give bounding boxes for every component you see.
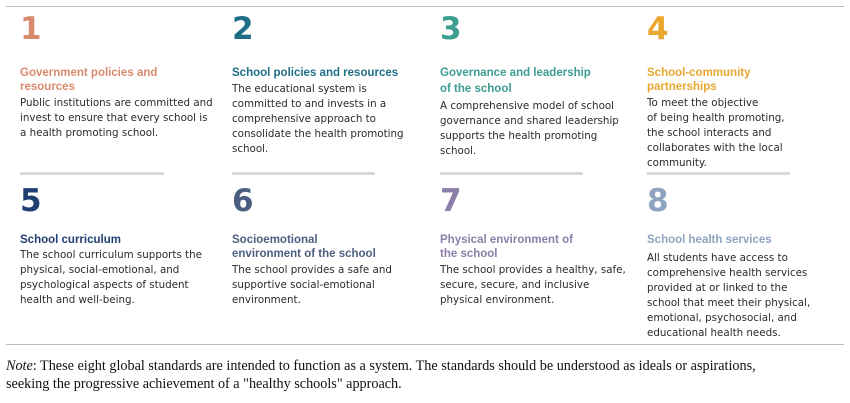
standard-title-line: School curriculum	[20, 234, 121, 246]
standard-body-line: The school provides a healthy, safe,	[440, 264, 626, 276]
standard-body-line: invest to ensure that every school is	[20, 112, 208, 124]
standard-body-line: a health promoting school.	[20, 127, 159, 139]
standard-body-line: The educational system is	[232, 83, 367, 95]
standard-number: 7	[440, 183, 462, 219]
standard-body-line: community.	[647, 157, 707, 169]
row-separator	[440, 172, 583, 175]
standard-title-line: Socioemotional	[232, 234, 318, 246]
standard-number: 5	[20, 183, 42, 219]
standard-title-line: of the school	[440, 83, 512, 95]
standard-body-line: health and well-being.	[20, 294, 135, 306]
standard-body-line: the school interacts and	[647, 127, 772, 139]
standard-title-line: School-community	[647, 67, 751, 79]
standard-body-line: supports the health promoting	[440, 130, 598, 142]
note-line-2: seeking the progressive achievement of a "healthy schools" approach.	[6, 376, 402, 392]
standard-body-line: governance and shared leadership	[440, 115, 619, 127]
standard-body-line: environment.	[232, 294, 301, 306]
standard-number: 1	[20, 11, 42, 47]
standard-body-line: supportive social-emotional	[232, 279, 375, 291]
standard-body-line: The school curriculum supports the	[20, 249, 202, 261]
standard-body-line: psychological aspects of student	[20, 279, 189, 291]
standard-body-line: collaborates with the local	[647, 142, 783, 154]
standard-title-line: environment of the school	[232, 248, 376, 260]
note-label: Note	[6, 358, 33, 374]
standard-number: 2	[232, 11, 254, 47]
standard-number: 8	[647, 183, 669, 219]
standard-title-line: Government policies and	[20, 67, 158, 79]
standard-body-line: Public institutions are committed and	[20, 97, 213, 109]
standard-title-line: Physical environment of	[440, 234, 573, 246]
standard-body-line: A comprehensive model of school	[440, 100, 615, 112]
standard-body-line: consolidate the health promoting	[232, 128, 404, 140]
standard-body-line: provided at or linked to the	[647, 282, 788, 294]
top-rule	[6, 6, 844, 7]
standard-title-line: the school	[440, 248, 498, 260]
standard-body-line: The school provides a safe and	[232, 264, 392, 276]
standard-body-line: emotional, psychosocial, and	[647, 312, 797, 324]
row-separator	[647, 172, 790, 175]
standard-body-line: comprehensive approach to	[232, 113, 376, 125]
bottom-rule	[6, 344, 844, 345]
standard-title-line: School policies and resources	[232, 67, 399, 79]
standard-body-line: To meet the objective	[647, 97, 759, 109]
standard-body-line: physical environment.	[440, 294, 555, 306]
note-text: : These eight global standards are intended to function as a system. The standards should be understood as ideals or aspirations,	[32, 358, 756, 374]
standard-title-line: partnerships	[647, 81, 717, 93]
note-line-1	[6, 357, 756, 375]
standard-body-line: secure, secure, and inclusive	[440, 279, 590, 291]
standard-body-line: All students have access to	[647, 252, 788, 264]
standard-number: 3	[440, 11, 462, 47]
standard-title-line: School health services	[647, 234, 772, 246]
standard-title-line: Governance and leadership	[440, 67, 591, 79]
standard-title-line: resources	[20, 81, 75, 93]
row-separator	[232, 172, 375, 175]
standard-body-line: school that meet their physical,	[647, 297, 811, 309]
row-separator	[20, 172, 164, 175]
figure-note	[6, 357, 756, 393]
standard-body-line: educational health needs.	[647, 327, 781, 339]
standard-body-line: committed to and invests in a	[232, 98, 387, 110]
standard-body-line: physical, social-emotional, and	[20, 264, 180, 276]
standard-number: 6	[232, 183, 254, 219]
standard-body-line: school.	[440, 145, 477, 157]
standard-body-line: school.	[232, 143, 269, 155]
standard-body-line: of being health promoting,	[647, 112, 785, 124]
standard-number: 4	[647, 11, 669, 47]
standard-body-line: comprehensive health services	[647, 267, 808, 279]
